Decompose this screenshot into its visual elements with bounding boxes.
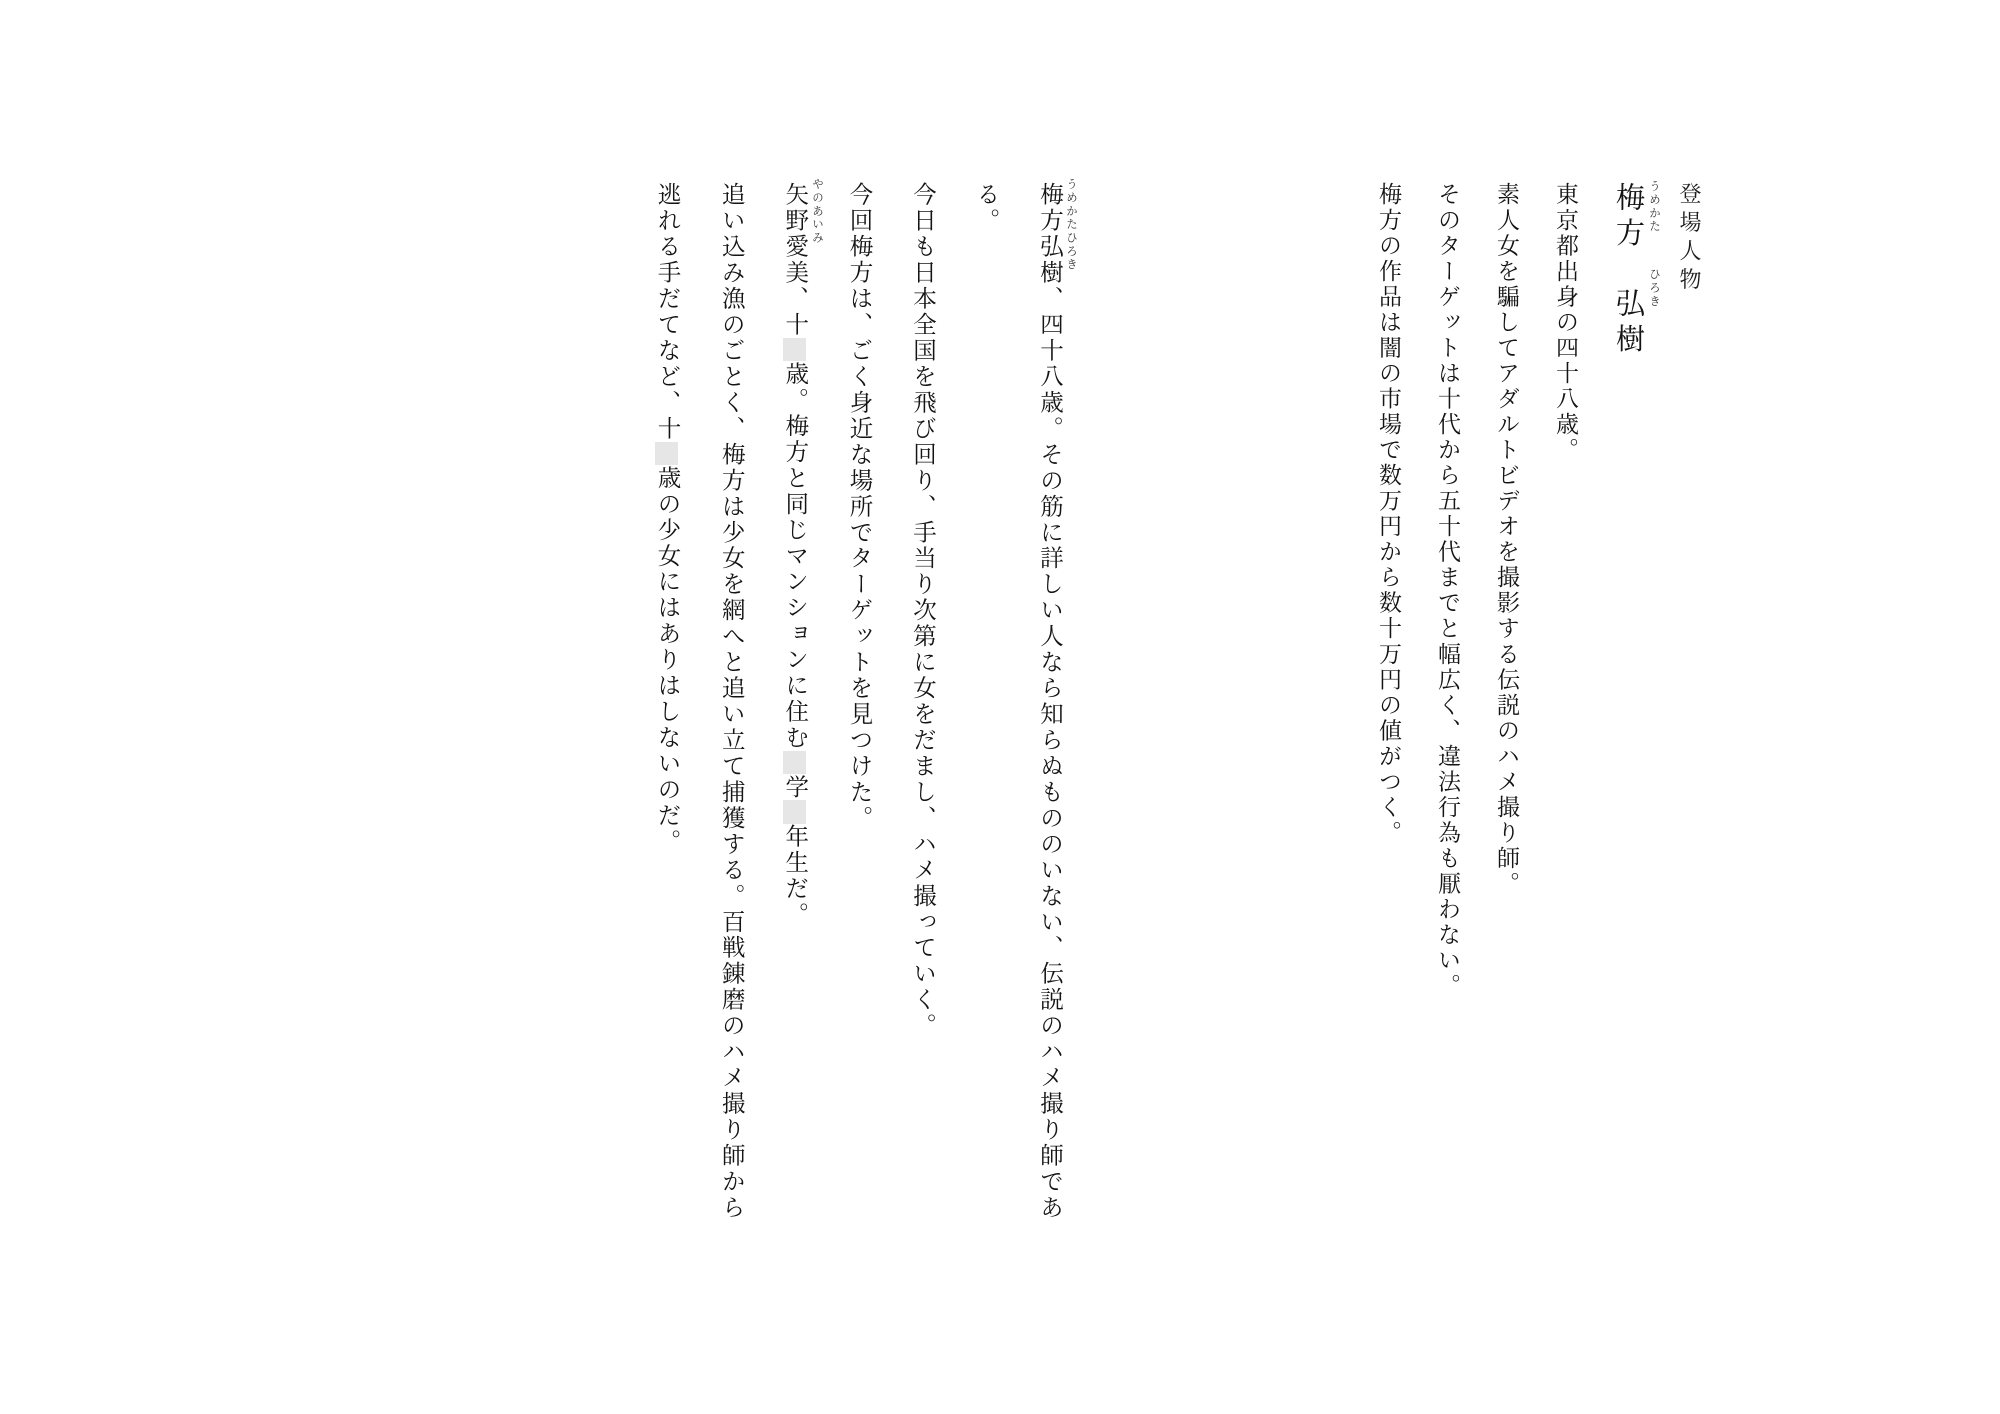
character-name-furigana-1: うめかた bbox=[1648, 180, 1660, 234]
character-description-line-4: 梅方の作品は闇の市場で数万円から数十万円の値がつく。 bbox=[1376, 182, 1401, 846]
yano-aimi-furigana: やのあいみ bbox=[811, 178, 823, 245]
section-heading: 登場人物 bbox=[1677, 182, 1702, 297]
character-section bbox=[1341, 182, 1700, 1192]
body-section bbox=[614, 178, 1077, 1242]
body-column-3: 今日も日本全国を飛び回り、手当り次第に女をだまし、ハメ撮っていく。 bbox=[909, 182, 935, 1039]
body-run: 梅方弘樹、四十八歳。その筋に詳しい人なら知らぬもののいない、伝説のハメ撮り師であ bbox=[1036, 182, 1062, 1221]
body-column-5 bbox=[781, 178, 823, 928]
body-run: 年生だ。 bbox=[781, 823, 808, 928]
body-run: 矢野愛美、十 bbox=[781, 182, 808, 338]
character-description-line-1: 東京都出身の四十八歳。 bbox=[1553, 182, 1578, 463]
character-description-line-2: 素人女を騙してアダルトビデオを撮影する伝説のハメ撮り師。 bbox=[1494, 182, 1519, 897]
body-run: 歳。梅方と同じマンションに住む bbox=[781, 361, 808, 751]
body-column-4: 今回梅方は、ごく身近な場所でターゲットを見つけた。 bbox=[845, 182, 872, 832]
redaction-mask bbox=[783, 751, 807, 775]
body-run: 学 bbox=[781, 774, 808, 801]
body-run: 追い込み漁のごとく、梅方は少女を網へと追い立て捕獲する。百戦錬磨のハメ撮り師から bbox=[717, 182, 744, 1221]
body-run: 逃れる手だてなど、十 bbox=[653, 182, 680, 442]
redaction-mask bbox=[655, 442, 679, 466]
umekata-hiroki-furigana: うめかたひろき bbox=[1065, 178, 1077, 272]
redaction-mask bbox=[783, 338, 807, 362]
redaction-mask bbox=[783, 800, 807, 824]
body-column-2: る。 bbox=[972, 182, 999, 234]
body-column-6 bbox=[718, 182, 742, 1221]
body-column-1 bbox=[1036, 178, 1077, 1221]
body-run: 歳の少女にはありはしないのだ。 bbox=[653, 465, 680, 855]
character-name-text: 梅方 弘樹 bbox=[1612, 182, 1644, 359]
character-name-furigana-2: ひろき bbox=[1648, 268, 1660, 309]
character-name bbox=[1612, 180, 1660, 359]
body-column-7 bbox=[654, 182, 678, 855]
character-description-line-3: そのターゲットは十代から五十代までと幅広く、違法行為も厭わない。 bbox=[1435, 182, 1460, 999]
